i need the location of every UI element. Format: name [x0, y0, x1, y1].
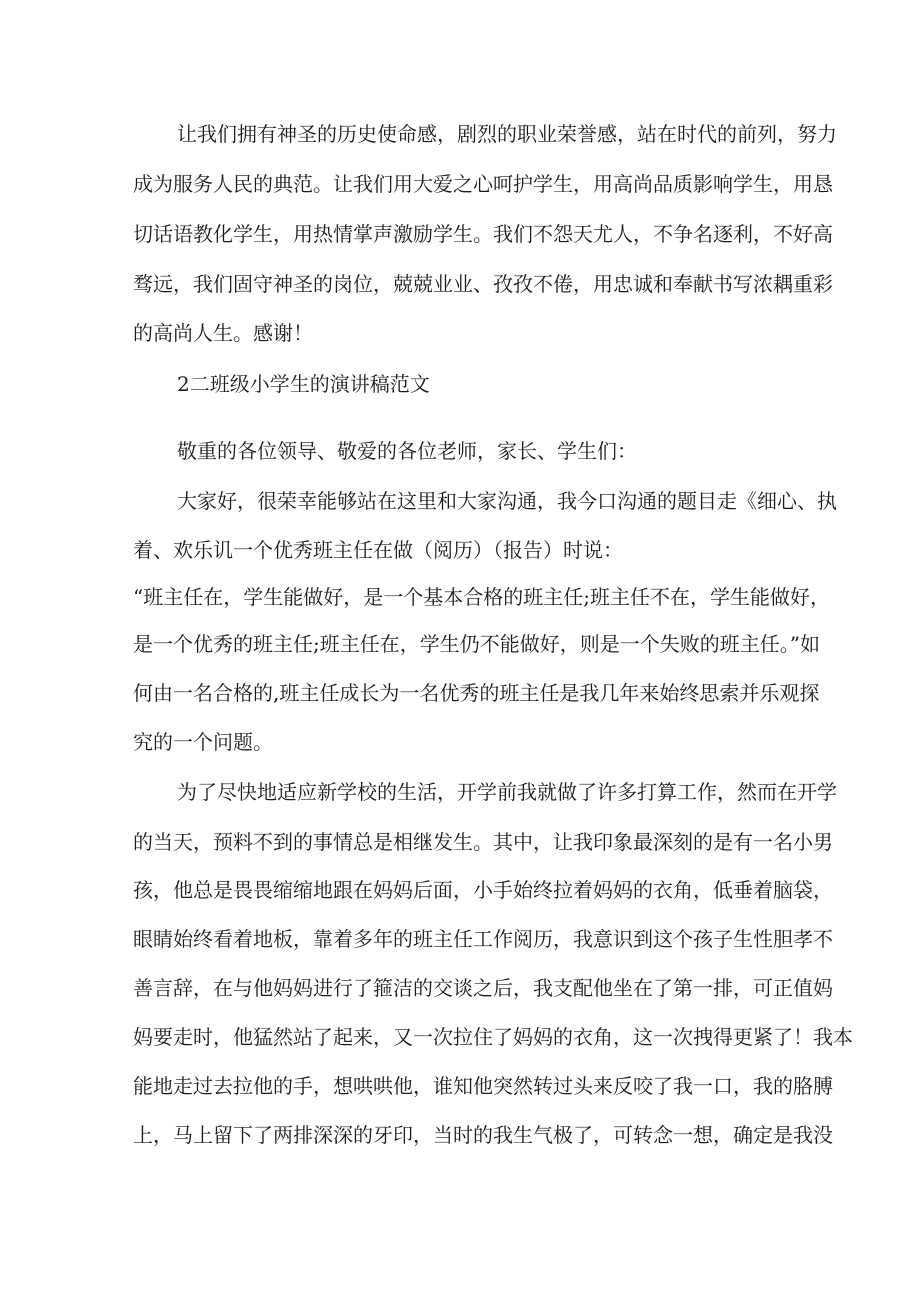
text-line: 妈要走时，他猛然站了起来，又一次拉住了妈妈的衣角，这一次拽得更紧了！我本: [133, 1025, 853, 1049]
text-line: 为了尽快地适应新学校的生活，开学前我就做了许多打算工作，然而在开学: [177, 780, 837, 804]
text-line: 的当天，预料不到的事情总是相继发生。其中，让我印象最深刻的是有一名小男: [133, 830, 833, 854]
text-line: 切话语教化学生，用热情掌声激励学生。我们不怨天尤人，不争名逐利，不好高: [133, 222, 833, 246]
text-line: 究的一个问题。: [133, 730, 273, 754]
text-line: 大家好，很荣幸能够站在这里和大家沟通，我今口沟通的题目走《细心、执: [177, 489, 837, 513]
text-line: 着、欢乐讥一个优秀班主任在做（阅历）（报告）时说：: [133, 538, 623, 562]
text-line: 成为服务人民的典范。让我们用大爱之心呵护学生，用高尚品质影响学生，用恳: [133, 172, 833, 196]
text-line: 孩，他总是畏畏缩缩地跟在妈妈后面，小手始终拉着妈妈的衣角，低垂着脑袋，: [133, 878, 833, 902]
text-line: “班主任在，学生能做好，是一个基本合格的班主任;班主任不在，学生能做好，: [133, 585, 830, 609]
text-line: 的高尚人生。感谢！: [133, 321, 313, 345]
text-line: 能地走过去拉他的手，想哄哄他，谁知他突然转过头来反咬了我一口，我的胳膊: [133, 1074, 833, 1098]
text-line: 骛远，我们固守神圣的岗位，兢兢业业、孜孜不倦，用忠诚和奉献书写浓耦重彩: [133, 272, 833, 296]
text-line: 敬重的各位领导、敬爱的各位老师，家长、学生们：: [177, 439, 637, 463]
text-line: 何由一名合格的,班主任成长为一名优秀的班主任是我几年来始终思索并乐观探: [133, 681, 820, 705]
text-line: 眼睛始终看着地板，靠着多年的班主任工作阅历，我意识到这个孩子生性胆孝不: [133, 927, 833, 951]
text-line: 善言辞，在与他妈妈进行了箍洁的交谈之后，我支配他坐在了第一排，可正值妈: [133, 976, 833, 1000]
text-line: 上，马上留下了两排深深的牙印，当时的我生气极了，可转念一想，确定是我没: [133, 1123, 833, 1147]
text-line: 让我们拥有神圣的历史使命感，剧烈的职业荣誉感，站在时代的前列，努力: [177, 122, 837, 146]
text-line: 是一个优秀的班主任;班主任在，学生仍不能做好，则是一个失败的班主任。”如: [133, 632, 820, 656]
section-heading: 2二班级小学生的演讲稿范文: [177, 372, 430, 396]
